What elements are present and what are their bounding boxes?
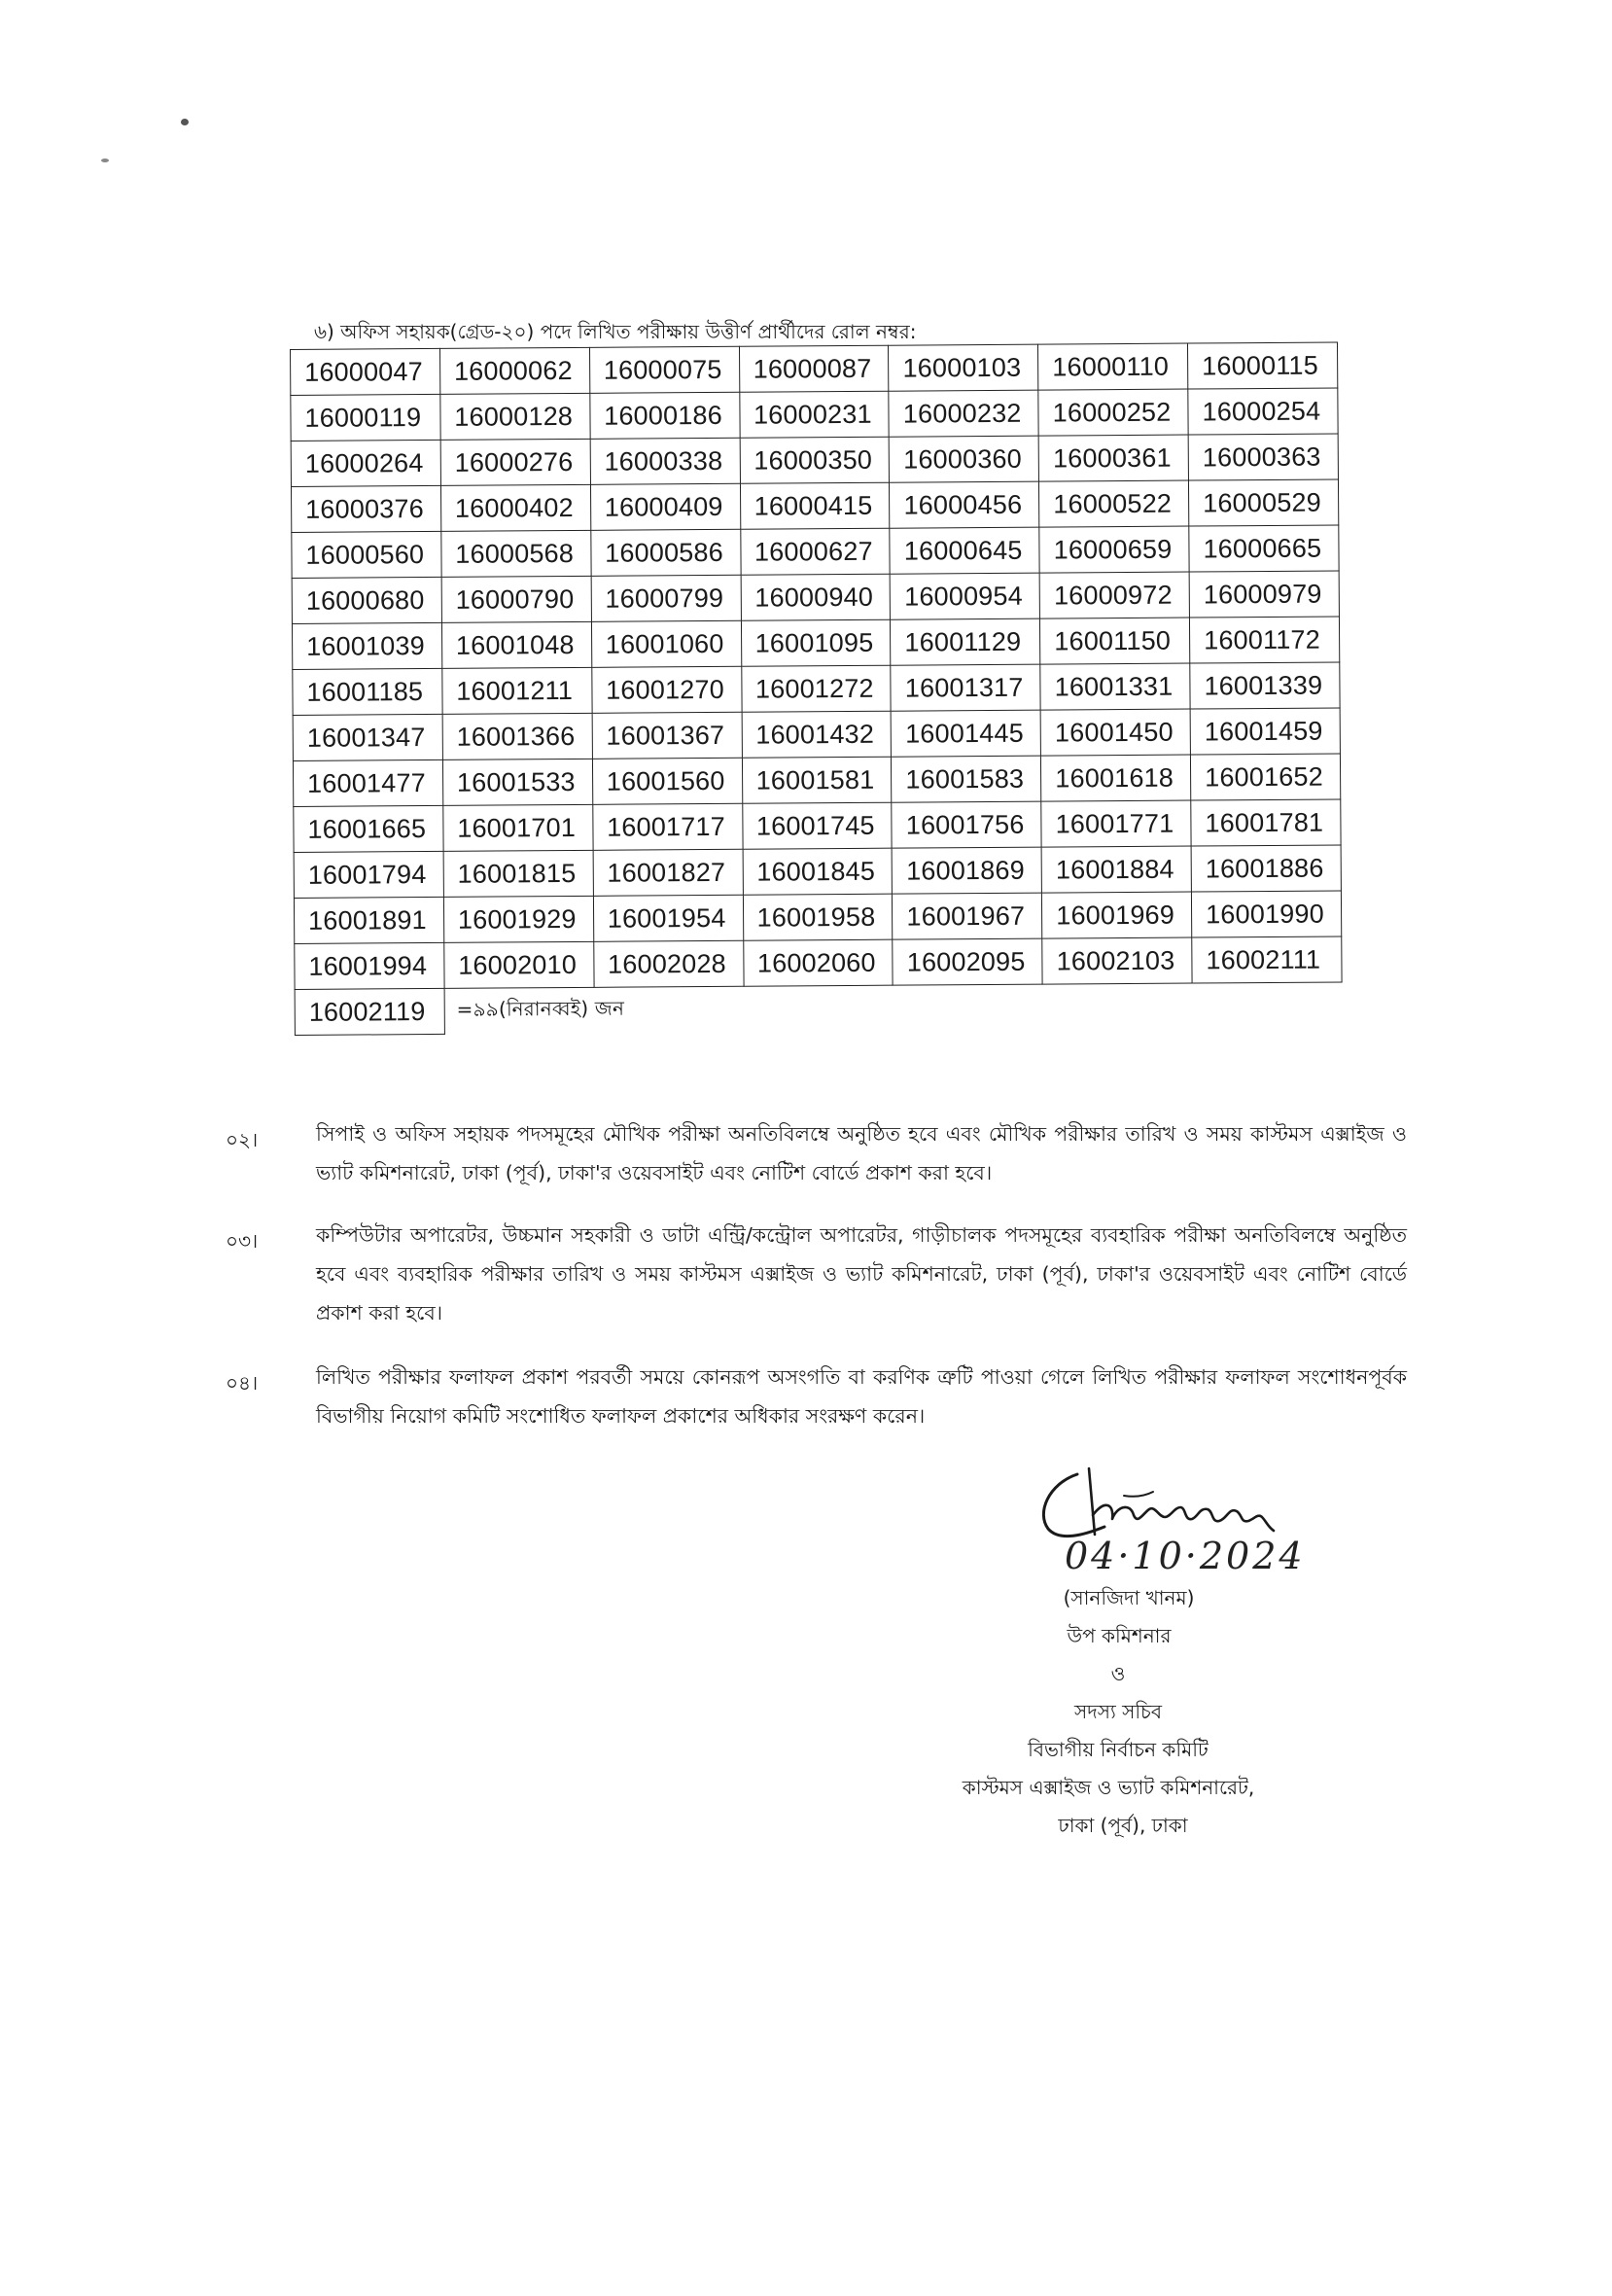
roll-number-cell: 16000627 <box>740 528 890 575</box>
roll-number-cell: 16002010 <box>444 941 594 988</box>
roll-number-cell: 16000972 <box>1039 572 1189 618</box>
table-row <box>292 617 1339 670</box>
roll-number-cell: 16001367 <box>592 712 742 759</box>
roll-number-cell: 16001794 <box>294 851 443 898</box>
roll-number-cell: 16002095 <box>893 938 1042 985</box>
roll-number-cell: 16001652 <box>1190 754 1340 800</box>
paragraph-text: কম্পিউটার অপারেটর, উচ্চমান সহকারী ও ডাটা এন্ট্রি/কন্ট্রোল অপারেটর, গাড়ীচালক পদসমূহের ব্যবহারিক পরীক্ষা অনতিবিলম্বে অনুষ্ঠিত হবে এবং ব্যবহারিক পরীক্ষার তারিখ ও সময় কাস্টমস এক্সাইজ ও ভ্যাট কমিশনারেট, ঢাকা (পূর্ব), ঢাকা'র ওয়েবসাইট এবং নোটিশ বোর্ডে প্রকাশ করা হবে। <box>316 1223 1407 1325</box>
roll-number-cell: 16001445 <box>891 710 1040 757</box>
paragraph-number: ০৩। <box>226 1229 259 1253</box>
roll-number-cell: 16001990 <box>1191 891 1341 937</box>
roll-number-cell: 16000402 <box>440 484 590 531</box>
roll-number-cell: 16001560 <box>592 758 742 804</box>
roll-number-cell: 16001347 <box>293 714 442 760</box>
roll-number-cell: 16001827 <box>593 849 743 896</box>
roll-number-cell: 16000376 <box>291 485 440 532</box>
roll-number-cell: 16001366 <box>442 713 592 759</box>
roll-number-cell: 16000254 <box>1188 388 1338 435</box>
roll-number-cell: 16001756 <box>892 801 1041 848</box>
roll-number-cell: 16000047 <box>291 348 440 395</box>
roll-number-cell: 16001185 <box>293 668 442 715</box>
scan-speck <box>181 119 189 125</box>
signatory-name: (সানজিদা খানম) <box>1063 1586 1195 1609</box>
roll-number-cell: 16001270 <box>591 666 741 713</box>
roll-number-cell: 16001771 <box>1041 800 1191 847</box>
roll-number-cell: 16000790 <box>441 576 591 622</box>
roll-number-cell: 16000103 <box>889 344 1038 391</box>
roll-number-cell: 16000954 <box>891 573 1040 619</box>
table-row <box>292 571 1339 624</box>
roll-number-cell: 16000409 <box>590 483 740 530</box>
roll-number-cell: 16000586 <box>590 529 740 576</box>
roll-number-cell: 16000799 <box>591 575 741 621</box>
roll-number-cell: 16001958 <box>743 894 893 940</box>
signatory-role: সদস্য সচিব <box>1074 1700 1162 1723</box>
roll-number-cell: 16001869 <box>892 847 1041 894</box>
signature-block <box>933 1579 1342 1845</box>
roll-number-cell: 16001039 <box>292 622 441 669</box>
table-row <box>293 708 1340 761</box>
roll-number-cell: 16000338 <box>590 438 740 484</box>
roll-number-cell: 16000363 <box>1188 434 1338 480</box>
roll-number-cell: 16000087 <box>739 345 889 392</box>
roll-number-cell: 16001150 <box>1040 618 1190 664</box>
roll-number-cell: 16000529 <box>1189 479 1339 526</box>
roll-number-cell: 16000560 <box>292 531 441 578</box>
roll-number-cell: 16000264 <box>291 440 440 486</box>
roll-number-cell: 16000231 <box>739 391 889 438</box>
roll-number-cell: 16001618 <box>1041 755 1191 801</box>
roll-number-cell: 16001665 <box>294 805 443 852</box>
paragraph-03 <box>226 1216 1407 1332</box>
table-row <box>295 936 1342 990</box>
roll-number-cell: 16001954 <box>593 895 743 941</box>
roll-number-cell: 16001886 <box>1191 845 1341 892</box>
roll-number-cell: 16000361 <box>1038 435 1188 481</box>
table-row <box>294 891 1341 944</box>
roll-number-cell: 16000128 <box>440 393 590 440</box>
roll-number-cell: 16000110 <box>1038 343 1188 390</box>
roll-number-cell: 16000568 <box>441 530 591 577</box>
paragraph-number: ০২। <box>226 1128 259 1151</box>
table-row <box>292 525 1339 579</box>
roll-number-cell: 16001339 <box>1190 662 1340 709</box>
roll-number-cell: 16001459 <box>1190 708 1340 755</box>
roll-number-cell: 16001450 <box>1040 709 1190 756</box>
roll-number-cell: 16001884 <box>1041 846 1191 893</box>
roll-number-cell: 16001969 <box>1042 892 1192 938</box>
roll-number-cell: 16000415 <box>740 482 890 529</box>
roll-number-cell: 16000659 <box>1039 526 1189 573</box>
table-row <box>291 479 1338 533</box>
signature-date: 04·10·2024 <box>1065 1535 1306 1577</box>
roll-number-cell: 16000350 <box>740 437 890 483</box>
roll-number-cell: 16000979 <box>1189 571 1339 618</box>
roll-number-cell: 16000115 <box>1188 342 1338 389</box>
roll-number-cell: 16000276 <box>440 439 590 485</box>
table-row-last <box>295 982 1342 1036</box>
roll-number-cell: 16001815 <box>443 850 593 897</box>
roll-number-cell: 16000665 <box>1189 525 1339 572</box>
roll-number-cell: 16001060 <box>591 620 741 667</box>
paragraph-02 <box>226 1114 1407 1192</box>
roll-number-cell: 16001581 <box>742 757 892 803</box>
signatory-designation: উপ কমিশনার <box>1067 1624 1172 1647</box>
roll-number-table <box>290 341 1343 1036</box>
roll-number-cell: 16001095 <box>741 619 891 666</box>
roll-number-cell: 16001994 <box>295 942 444 989</box>
table-row <box>294 845 1341 899</box>
roll-number-cell: 16002111 <box>1192 936 1342 983</box>
section-heading: ৬) অফিস সহায়ক(গ্রেড-২০) পদে লিখিত পরীক্ষায় উত্তীর্ণ প্রার্থীদের রোল নম্বর: <box>314 320 917 343</box>
roll-number-cell: 16001272 <box>741 665 891 712</box>
roll-number-cell: 16001317 <box>891 664 1040 711</box>
roll-number-cell: 16001331 <box>1040 663 1190 710</box>
roll-number-cell: 16001129 <box>891 618 1040 665</box>
total-count: =৯৯(নিরানব্বই) জন <box>456 996 625 1021</box>
signatory-committee: বিভাগীয় নির্বাচন কমিটি <box>1028 1738 1209 1761</box>
roll-number-cell: 16001717 <box>592 803 742 850</box>
signatory-conjunction: ও <box>1110 1662 1126 1685</box>
table-row <box>293 754 1340 807</box>
roll-number-cell: 16001845 <box>743 848 893 895</box>
roll-number-cell: 16001967 <box>893 893 1042 939</box>
roll-number-cell: 16001211 <box>442 667 592 714</box>
table-row <box>291 434 1338 487</box>
roll-number-cell: 16000940 <box>741 574 891 620</box>
roll-number-cell: 16001701 <box>443 804 593 851</box>
roll-number-cell: 16002028 <box>593 940 743 987</box>
roll-number-cell: 16000680 <box>292 577 441 623</box>
signatory-office: কাস্টমস এক্সাইজ ও ভ্যাট কমিশনারেট, <box>962 1776 1255 1799</box>
roll-number-cell: 16001048 <box>441 621 591 668</box>
roll-number-cell: 16000360 <box>890 436 1039 482</box>
table-row <box>294 799 1341 853</box>
roll-number-cell: 16000252 <box>1038 389 1188 436</box>
roll-number-cell: 16001891 <box>294 897 443 943</box>
table-row <box>291 388 1338 442</box>
roll-number-cell: 16001781 <box>1191 799 1341 846</box>
roll-number-cell: 16000062 <box>439 347 589 394</box>
roll-number-cell: 16001929 <box>443 896 593 942</box>
paragraph-number: ০৪। <box>226 1371 259 1395</box>
table-row <box>291 342 1338 396</box>
roll-number-cell: 16001533 <box>442 759 592 805</box>
scan-speck <box>101 159 109 162</box>
roll-number-cell: 16000232 <box>889 390 1038 437</box>
roll-number-cell: 16000119 <box>291 394 440 441</box>
roll-number-cell: 16001432 <box>742 711 892 758</box>
paragraph-text: লিখিত পরীক্ষার ফলাফল প্রকাশ পরবর্তী সময়ে কোনরূপ অসংগতি বা করণিক ত্রুটি পাওয়া গেলে লিখিত পরীক্ষার ফলাফল সংশোধনপূর্বক বিভাগীয় নিয়োগ কমিটি সংশোধিত ফলাফল প্রকাশের অধিকার সংরক্ষণ করেন। <box>316 1365 1407 1428</box>
roll-number-cell: 16000645 <box>890 527 1039 574</box>
roll-number-cell: 16001477 <box>293 759 442 806</box>
roll-number-cell: 16000456 <box>890 481 1039 528</box>
roll-number-cell: 16000522 <box>1039 480 1189 527</box>
signatory-location: ঢাকা (পূর্ব), ঢাকা <box>1058 1814 1188 1837</box>
roll-number-cell: 16001583 <box>892 756 1041 802</box>
table-row <box>293 662 1340 716</box>
roll-number-cell: 16002119 <box>295 988 444 1035</box>
roll-number-cell: 16000186 <box>590 392 740 439</box>
paragraph-text: সিপাই ও অফিস সহায়ক পদসমূহের মৌখিক পরীক্ষা অনতিবিলম্বে অনুষ্ঠিত হবে এবং মৌখিক পরীক্ষার তারিখ ও সময় কাস্টমস এক্সাইজ ও ভ্যাট কমিশনারেট, ঢাকা (পূর্ব), ঢাকা'র ওয়েবসাইট এবং নোটিশ বোর্ডে প্রকাশ করা হবে। <box>316 1122 1407 1184</box>
roll-number-cell: 16001745 <box>742 802 892 849</box>
roll-number-cell: 16000075 <box>589 346 739 393</box>
roll-number-cell: 16002060 <box>743 939 893 986</box>
roll-number-cell: 16002103 <box>1042 937 1192 984</box>
roll-number-cell: 16001172 <box>1190 617 1340 663</box>
paragraph-04 <box>226 1358 1407 1435</box>
